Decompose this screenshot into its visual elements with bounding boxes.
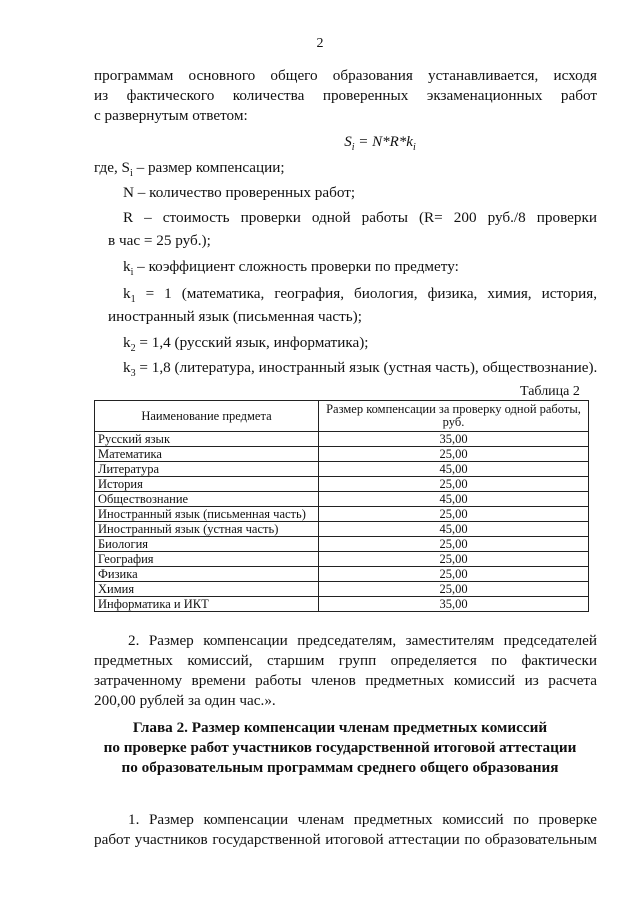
table-header-row xyxy=(95,401,589,432)
def-k3 xyxy=(123,358,597,378)
value-cell: 25,00 xyxy=(319,552,589,567)
chapter-heading-line-1: Глава 2. Размер компенсации членам предметных комиссий xyxy=(132,719,548,736)
intro-line-2: из фактического количества проверенных экзаменационных работ xyxy=(94,87,597,104)
def-k2-sub: 2 xyxy=(130,343,136,355)
def-k1-sub: 1 xyxy=(130,294,136,306)
chapter-heading xyxy=(60,718,620,778)
value-cell: 25,00 xyxy=(319,447,589,462)
def-k-post: – коэффициент сложность проверки по предмету: xyxy=(133,258,459,275)
def-k2-post: = 1,4 (русский язык, информатика); xyxy=(135,334,369,351)
def-s-post: – размер компенсации; xyxy=(132,159,285,176)
page-number: 2 xyxy=(316,36,324,51)
def-k3-post: = 1,8 (литература, иностранный язык (устная часть), обществознание). xyxy=(135,359,598,376)
para2-line-1: 2. Размер компенсации председателям, заместителям председателей xyxy=(128,632,597,649)
value-cell: 35,00 xyxy=(319,432,589,447)
subject-cell: География xyxy=(95,552,319,567)
value-cell: 45,00 xyxy=(319,462,589,477)
chapter-heading-line-3: по образовательным программам среднего общего образования xyxy=(121,759,559,776)
def-k xyxy=(123,257,459,277)
value-cell: 25,00 xyxy=(319,582,589,597)
table-header-compensation: Размер компенсации за проверку одной работы, руб. xyxy=(319,401,589,432)
subject-cell: Математика xyxy=(95,447,319,462)
def-n: N – количество проверенных работ; xyxy=(123,184,356,201)
para2-line-2: предметных комиссий, старшим групп определяется по фактически xyxy=(94,652,597,669)
para3-line-2: работ участников государственной итоговой аттестации по образовательным xyxy=(94,831,597,848)
def-k1-line-2: иностранный язык (письменная часть); xyxy=(108,308,362,325)
def-k2-text: k xyxy=(123,334,131,351)
value-cell: 35,00 xyxy=(319,597,589,612)
value-cell: 45,00 xyxy=(319,522,589,537)
para3-line-1: 1. Размер компенсации членам предметных комиссий по проверке xyxy=(128,811,597,828)
subject-cell: Информатика и ИКТ xyxy=(95,597,319,612)
subject-cell: Физика xyxy=(95,567,319,582)
def-s-sub: i xyxy=(129,168,133,180)
table-row xyxy=(95,597,589,612)
chapter-heading-line-2: по проверке работ участников государственной итоговой аттестации xyxy=(103,739,577,756)
def-s xyxy=(94,158,285,178)
subject-cell: Иностранный язык (устная часть) xyxy=(95,522,319,537)
subject-cell: Обществознание xyxy=(95,492,319,507)
def-r-line-2: в час = 25 руб.); xyxy=(108,232,211,249)
def-k1-text: k xyxy=(123,285,131,302)
table-row xyxy=(95,582,589,597)
formula-rest: = N*R*k xyxy=(354,134,413,150)
subject-cell: Литература xyxy=(95,462,319,477)
formula xyxy=(0,134,640,151)
value-cell: 25,00 xyxy=(319,537,589,552)
formula-s: S xyxy=(344,134,352,150)
table-row xyxy=(95,447,589,462)
subject-cell: Биология xyxy=(95,537,319,552)
value-cell: 45,00 xyxy=(319,492,589,507)
table-row xyxy=(95,522,589,537)
def-r-line-1: R – стоимость проверки одной работы (R= 200 руб./8 проверки xyxy=(123,209,597,226)
def-k3-text: k xyxy=(123,359,131,376)
table-row xyxy=(95,477,589,492)
table-row xyxy=(95,552,589,567)
table-row xyxy=(95,537,589,552)
table-row xyxy=(95,462,589,477)
subject-cell: Русский язык xyxy=(95,432,319,447)
para2-line-4: 200,00 рублей за один час.». xyxy=(94,692,276,709)
table-header-subject: Наименование предмета xyxy=(95,401,319,432)
subject-cell: История xyxy=(95,477,319,492)
table-row xyxy=(95,432,589,447)
formula-s-sub: i xyxy=(351,142,355,153)
subject-cell: Химия xyxy=(95,582,319,597)
def-k-sub: i xyxy=(130,267,134,279)
value-cell: 25,00 xyxy=(319,507,589,522)
value-cell: 25,00 xyxy=(319,567,589,582)
value-cell: 25,00 xyxy=(319,477,589,492)
intro-line-1: программам основного общего образования устанавливается, исходя xyxy=(94,67,597,84)
table-row xyxy=(95,567,589,582)
def-k2 xyxy=(123,333,369,353)
intro-line-3: с развернутым ответом: xyxy=(94,107,248,124)
def-s-text: где, S xyxy=(94,159,130,176)
def-k3-sub: 3 xyxy=(130,368,136,380)
table-row xyxy=(95,492,589,507)
formula-k-sub: i xyxy=(412,142,416,153)
def-k1-line-1 xyxy=(123,284,597,304)
para2-line-3: затраченному времени работы членов предметных комиссий из расчета xyxy=(94,672,597,689)
table-row xyxy=(95,507,589,522)
table-body xyxy=(95,432,589,612)
compensation-table xyxy=(94,400,589,612)
def-k1-post: = 1 (математика, география, биология, физика, химия, история, xyxy=(135,285,597,302)
def-k-text: k xyxy=(123,258,131,275)
table-caption: Таблица 2 xyxy=(520,384,580,399)
subject-cell: Иностранный язык (письменная часть) xyxy=(95,507,319,522)
